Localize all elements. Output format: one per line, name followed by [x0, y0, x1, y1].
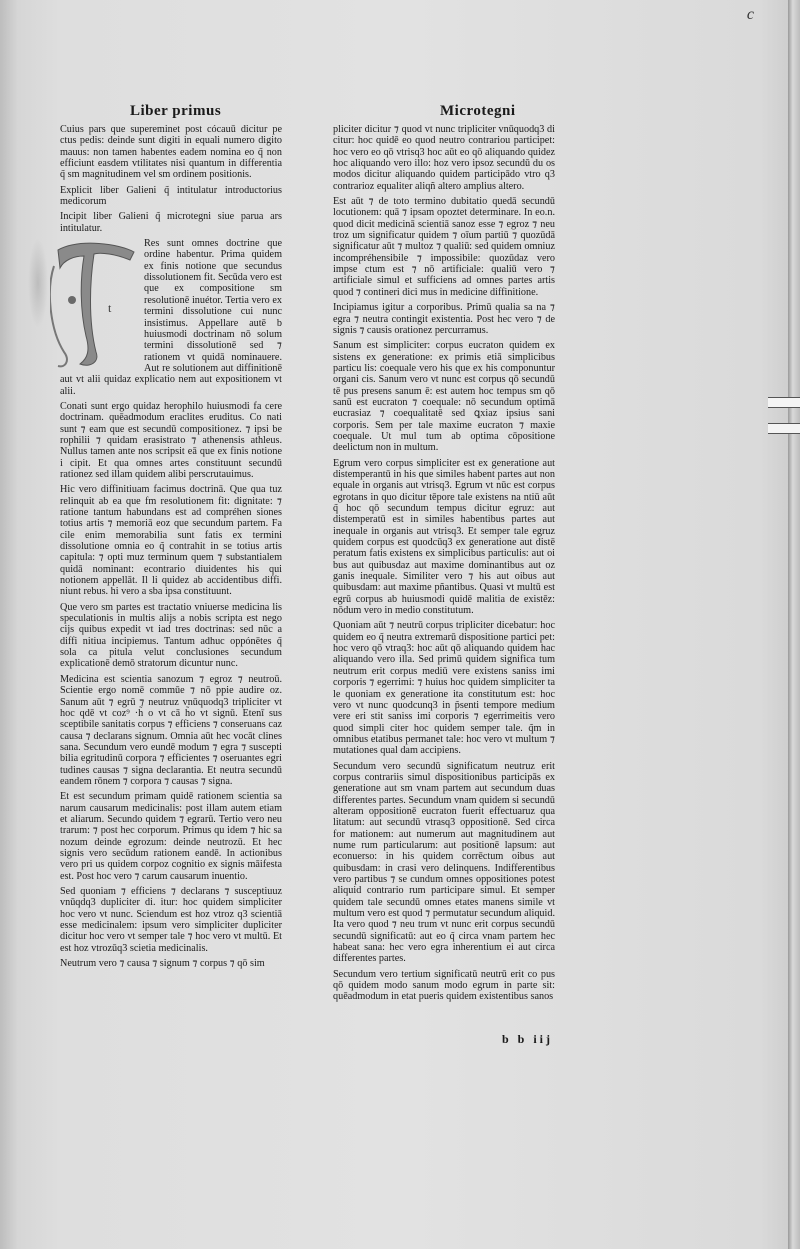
svg-text:t: t	[108, 301, 112, 316]
paragraph: Medicina est scientia sanozum ⁊ egroz ⁊ neutroū. Scientie ergo nomē commūe ⁊ nō ppie audire oz. Sanum aūt ⁊ egrū ⁊ neutruz vnūquodq3 tripliciter vt hoc qdē vt coz⁹ ·h̃ o vt cā h̃o vt signū. Etenī sus sceptibile sanitatis corpus ⁊ efficiens ⁊ conseruans caz causa ⁊ declarans signum. Omnia aūt hec vocāt clines sana. Secundum vero eundē modum ⁊ egra ⁊ suscepti bilia egritudinū corpora ⁊ efficientes ⁊ oseruantes egri tudines causas ⁊ signa declarantia. Et neutra secundū eandem rōnem ⁊ corpora ⁊ causas ⁊ signa.	[60, 673, 282, 787]
paragraph: Et est secundum primam quidē rationem scientia sa narum causarum medicinalis: post illam autem etiam et aliarum. Secundo quidem ⁊ egrarū. Tertio vero neu trarum: ⁊ post hec corporum. Primus qu idem ⁊ hic sa nozum deinde egrozum: deinde neutrozū. Et hec signis vero secūdum rationem eandē. In actionibus vero pri us quidem corpoz cognitio ex signis māifesta est. Post hoc vero ⁊ carum causarum inuentio.	[60, 791, 282, 882]
paragraph: Quoniam aūt ⁊ neutrū corpus tripliciter dicebatur: hoc quidem eo q̃ neutra extremarū dispositione partici pet: hoc vero qō vtraq3: hoc aūt qō aliquando quidem hac aliquando vero illa. Sed primū quidem significa tum neutrum erit corpus mediū vere existens saniss imi corporis ⁊ egerrimi: ⁊ huius hoc quidem simpliciter ta le quoniam ex generatione ita constitutum est: hoc vero vt nunc quodcunq3 in p̃senti tempore medium vere eri stit saniss imi corporis ⁊ egerrimeitis vero quod simpli citer hoc quidem semper tale. q̃m in omnibus etatibus permanet tale: hoc vero vt multum ⁊ mutationes qual dam accipiens.	[333, 620, 555, 757]
paragraph: Hic vero diffinitiuam facimus doctrinā. Que qua tuz relinquit ab ea que fm resolutionem fit: dignitate: ⁊ ratione tantum habundans est ad compréhen siones totius artis ⁊ memoriā eoz que secundum partem. Fa cile enim memorabilia sunt fatis ex termini dissolutione omnia eo q̃ contrahit in se totius artis capitula: ⁊ opti muz terminum quem ⁊ substantialem quidā nominant: econtrario diuidentes his qui notionem appellāt. Il li quidez ab accidentibus diffi. niunt rebus. hi vero a sba ipsa constituunt.	[60, 484, 282, 598]
initial-letter-ornament	[50, 240, 138, 372]
paragraph: pliciter dicitur ⁊ quod vt nunc tripliciter vnūquodq3 di citur: hoc quidē eo quod neutro contrariou participet: hoc vero eo qō vtrisq3 hoc aūt eo qō aliquando quidez hoc aliquando vero illo: hoz vero ipsoz secundū du os modos dicitur aliquando quidem participādo vtro q3 contrarioz equaliter aliqñ altero amplius altero.	[333, 124, 555, 192]
paragraph: Cuius pars que supereminet post cócauū dicitur pe ctus pedis: deinde sunt digiti in equali numero digito mauus: non tamen habentes eadem nomina eo q̃ non efficiunt easdem vtilitates nisi quantum in differentia q̃ sm magnitudinem vel sm ordinem positionis.	[60, 124, 282, 181]
explicit-line: Explicit liber Galieni q̃ intitulatur introductorius medicorum	[60, 184, 282, 208]
paragraph: Sed quoniam ⁊ efficiens ⁊ declarans ⁊ susceptiuuz vnūqdq3 dupliciter di. itur: hoc quidem simpliciter hoc vero vt nunc. Sciendum est hoz vtroz q3 scientiā esse medicinalem: ipsum vero simpliciter dupliciter dicitur hoc vero vt semper tale ⁊ hoc vero vt multū. Et est hoz vtrozūq3 scietia medicinalis.	[60, 886, 282, 954]
paragraph: Conati sunt ergo quidaz herophilo huiusmodi fa cere doctrinam. quēadmodum eraclites eruditus. Co nati sunt ⁊ eam que est secundū compositionez. ⁊ ipsi be rophilii ⁊ quidam erasistrato ⁊ athenensis athleus. Nullus tamen ante nos scripsit eā que ex finis notione i cipit. Et qua omnes artes constituunt secundū rationez sed illam quidem alibi perscrutauimus.	[60, 400, 282, 480]
running-head-left: Liber primus	[130, 103, 222, 119]
paragraph: Incipiamus igitur a corporibus. Primū qualia sa na ⁊ egra ⁊ neutra contingit existentia. Post hec vero ⁊ de signis ⁊ causis orationez percurramus.	[333, 302, 555, 336]
paragraph: Secundum vero secundū significatum neutruz erit corpus contrariis simul dispositionibus participās ex generatione aut sm vnam partem aut secundum duas differentes partes. Secundum vnam quidem si secundū alteram oppositionē eucraton fuerit effectuaruz qua litatum: aut secundū vtrasq3 oppositionē. Sed circa for mationem: aut numerum aut magnitudinem aut nume rum particularum: aut positionē lapsum: aut econuerso: in his quidem corrēctum oibus aut quibusdam: in crasi vero delinquens. Indifferentibus vero partibus ⁊ se cundum omnes oppositiones potest aliquid contrario rum participare simul. Et semper quidem tale secundū omnes etates manens simile vt multum vero est quod ⁊ permutatur secundum aliquid. Ita vero quod ⁊ neu trum vt nunc erit corpus secundū secundū significatū: aut eo q̃ circa vnam partem hec habeat sana: hec vero egra inherentium ei aut circa differentes partes.	[333, 760, 555, 965]
incipit-line: Incipit liber Galieni q̃ microtegni siue parua ars intitulatur.	[60, 211, 282, 234]
paragraph: Secundum vero tertium significatū neutrū erit co pus qō quidem modo sanum modo egrum in parte sit: quēadmodum in etat pueris quidem existentibus sanos	[333, 968, 555, 1003]
signature-mark: b b iij	[502, 1032, 554, 1046]
text-column-left	[60, 124, 282, 970]
ink-bleed	[28, 238, 48, 328]
paragraph: Est aūt ⁊ de toto termino dubitatio quedā secundū locutionem: quā ⁊ ipsam opoztet determinare. In eo.n. quod dicit medicinā scientiā sanoz esse ⁊ egroz ⁊ neu troz um significatur quidem ⁊ oīum partiū ⁊ quozūdā significatur aūt ⁊ multoz ⁊ qualiū: sed quidem omniuz incompréhensibile ⁊ impossibile: quozūdaz vero impse ctum est ⁊ nō artificiale: qualiū vero ⁊ artificiale simul et sufficiens ad omnes partes artis quod ⁊ contineri dici mus in medicine diffinitione.	[333, 196, 555, 298]
paper-tab	[768, 423, 800, 434]
paragraph: Sanum est simpliciter: corpus eucraton quidem ex sistens ex generatione: ex primis etiā simplicibus particu lis: coequale vero his que ex his componuntur organi cis. Sanum vero vt nunc est corpus qō secundū tē pus presens sanum ē: est autem hoc tempus sm qō sanū est eucraton ⁊ coequale: nō secundum optimā eucrasiaz ⁊ coequalitatē sed ꝗxiaz ipsius sani corporis. Sem per tale maxime eucraton ⁊ maxie coequale. Ut mul tum ab optima cōpositione deelictum non in multum.	[333, 340, 555, 454]
paragraph: Egrum vero corpus simpliciter est ex generatione aut distemperantū in his que similes habent partes aut non equale in organis aut vtrisq3. Egrum vt nūc est corpus egrotans in quo dicitur tēpore tale existens na ntiū aūt q̃ hoc qō secundum tempus dicitur egruz: aut distemperatū est in similes habentibus partes aut inequale in organis aut vtrisq3. Et semper tale egruz quidem corpus est quodcūq3 ex generatione aut distē peratum fatis existens ex simplicibus particulis: aut oi bus aut quibusdaz aut maxime dominantibus aut oz ganis inequale. Similiter vero ⁊ his aut oibus aut quibusdam: aut maxime pñantibus. Quasi vt multū est egrū corpus ab huiusmodi quidē malitia de existēz: nōdum vero in medio constitutum.	[333, 457, 555, 617]
paragraph: Neutrum vero ⁊ causa ⁊ signum ⁊ corpus ⁊ qō sim	[60, 958, 265, 970]
decorated-initial-t	[50, 240, 138, 372]
paragraph: Res sunt omnes doctrine que ordine habentur. Prima quidem ex finis notione que secundus dissolutionem fit. Secūda vero est que ex compositione sm resolutionē inuétor. Tertia vero ex termini dissolutione cui nunc insistimus. Appellare autē b huiusmodi doctrinam nō solum termini dissolutionē sed ⁊ rationem vt quidā nominauere. Aut re solutionem aut diffinitionē aut vt alii quidaz explicatio nem aut expositionem vt alii.	[60, 238, 282, 397]
page-edge	[788, 0, 800, 1249]
folio-mark: c	[746, 6, 754, 23]
text-column-right	[333, 124, 555, 1004]
paper-tab	[768, 397, 800, 408]
paragraph: Que vero sm partes est tractatio vniuerse medicina lis speculationis in multis alijs a nobis scripta est nego cijs quibus expedit vt iad tres doctrinas: sed nūc a diffi nitiua incipiemus. Tantum adhuc oppónētes q̃ sola ca pitula velut conclusiones secundum explicationē demō stratorum dicuntur nunc.	[60, 601, 282, 670]
running-head-right: Microtegni	[440, 103, 516, 119]
